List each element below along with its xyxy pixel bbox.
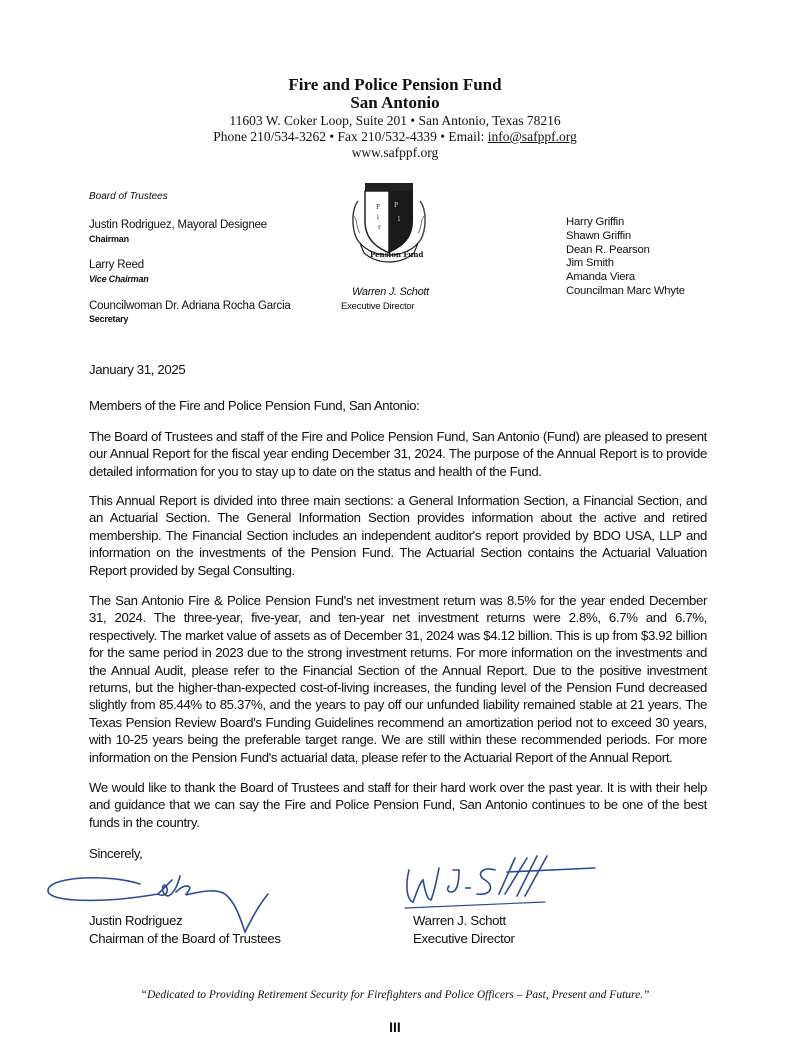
shield-icon [348,181,430,265]
trustee-role: Vice Chairman [89,274,149,284]
page-number: III [389,1019,401,1035]
trustee-role: Chairman [89,234,129,244]
trustee-member: Councilman Marc Whyte [566,284,685,297]
letter-paragraph: The San Antonio Fire & Police Pension Fund's net investment return was 8.5% for the year ended December 31, 2024. The three-year, five-year, and ten-year net investment returns were 2.8%, 6.7% and 6.7%, respectively. The market value of assets as of December 31, 2024 was $4.12 billion. This is up from $3.92 billion for the same period in 2023 due to the strong investment returns. For more information on the investments and the Annual Audit, please refer to the Financial Section of the Annual Report. Due to the positive investment returns, but the higher-than-expected cost-of-living increases, the funding level of the Pension Fund decreased slightly from 85.44% to 85.37%, and the years to pay off our unfunded liability remained stable at 21 years. The Texas Pension Review Board's Funding Guidelines recommend an amortization period not to exceed 30 years, with 10-25 years being the preferable target range. We are still within these recommended periods. For more information on the Pension Fund's actuarial data, please refer to the Actuarial Report of the Annual Report. [89,593,707,765]
letter-paragraph: We would like to thank the Board of Trustees and staff for their hard work over the past year. It is with their help and guidance that we can say the Fire and Police Pension Fund, San Antonio continues to be one of the best funds in the country. [89,780,707,830]
trustee-member: Shawn Griffin [566,229,632,242]
executive-name: Warren J. Schott [352,286,429,298]
signatory-name: Warren J. Schott [413,913,506,928]
trustee-name: Justin Rodriguez, Mayoral Designee [89,219,267,231]
signatory-name: Justin Rodriguez [89,913,183,928]
letter-salutation: Members of the Fire and Police Pension Fund, San Antonio: [89,398,420,413]
pension-fund-shield-logo [348,181,430,265]
signatory-title: Chairman of the Board of Trustees [89,931,281,946]
letter-closing: Sincerely, [89,846,143,861]
org-address: 11603 W. Coker Loop, Suite 201 • San Antonio, Texas 78216 [229,113,561,128]
org-name: Fire and Police Pension Fund [288,75,502,94]
svg-text:P: P [394,202,399,209]
contact-phone-fax: Phone 210/534-3262 • Fax 210/532-4339 • Email: [213,129,488,144]
svg-text:F: F [376,204,381,211]
trustee-member: Harry Griffin [566,216,625,228]
letter-date: January 31, 2025 [89,362,186,377]
trustee-role: Secretary [89,314,129,324]
executive-title: Executive Director [341,301,415,312]
signature-schott [395,850,625,912]
email-link[interactable]: info@safppf.org [487,129,577,144]
svg-text:r: r [378,224,381,231]
org-city: San Antonio [350,93,440,112]
website-link[interactable]: www.safppf.org [351,145,439,160]
trustee-members-list [566,216,685,299]
footer-motto: “Dedicated to Providing Retirement Security for Firefighters and Police Officers – Past, Present and Future.” [140,989,650,1001]
signatory-title: Executive Director [413,931,515,946]
svg-text:i: i [377,214,379,221]
letter-paragraph: This Annual Report is divided into three main sections: a General Information Section, a Financial Section, and an Actuarial Section. The General Information Section provides information about the active and retired membership. The Financial Section includes an independent auditor's report provided by BDO USA, LLP and information on the investments of the Pension Fund. The Actuarial Section contains the Actuarial Valuation Report provided by Segal Consulting. [89,493,707,578]
svg-text:l: l [398,216,400,223]
trustee-member: Amanda Viera [566,271,635,284]
trustee-member: Dean R. Pearson [566,243,650,256]
trustee-member: Jim Smith [566,257,614,270]
letter-paragraph: The Board of Trustees and staff of the Fire and Police Pension Fund, San Antonio (Fund) are pleased to present our Annual Report for the fiscal year ending December 31, 2024. The purpose of the Annual Report is to provide detailed information for you to stay up to date on the status and health of the Fund. [89,429,707,479]
org-contact [0,129,790,145]
board-label: Board of Trustees [89,191,168,202]
trustee-name: Councilwoman Dr. Adriana Rocha Garcia [89,300,291,312]
trustee-name: Larry Reed [89,259,144,271]
svg-text:Pension Fund: Pension Fund [370,250,424,259]
